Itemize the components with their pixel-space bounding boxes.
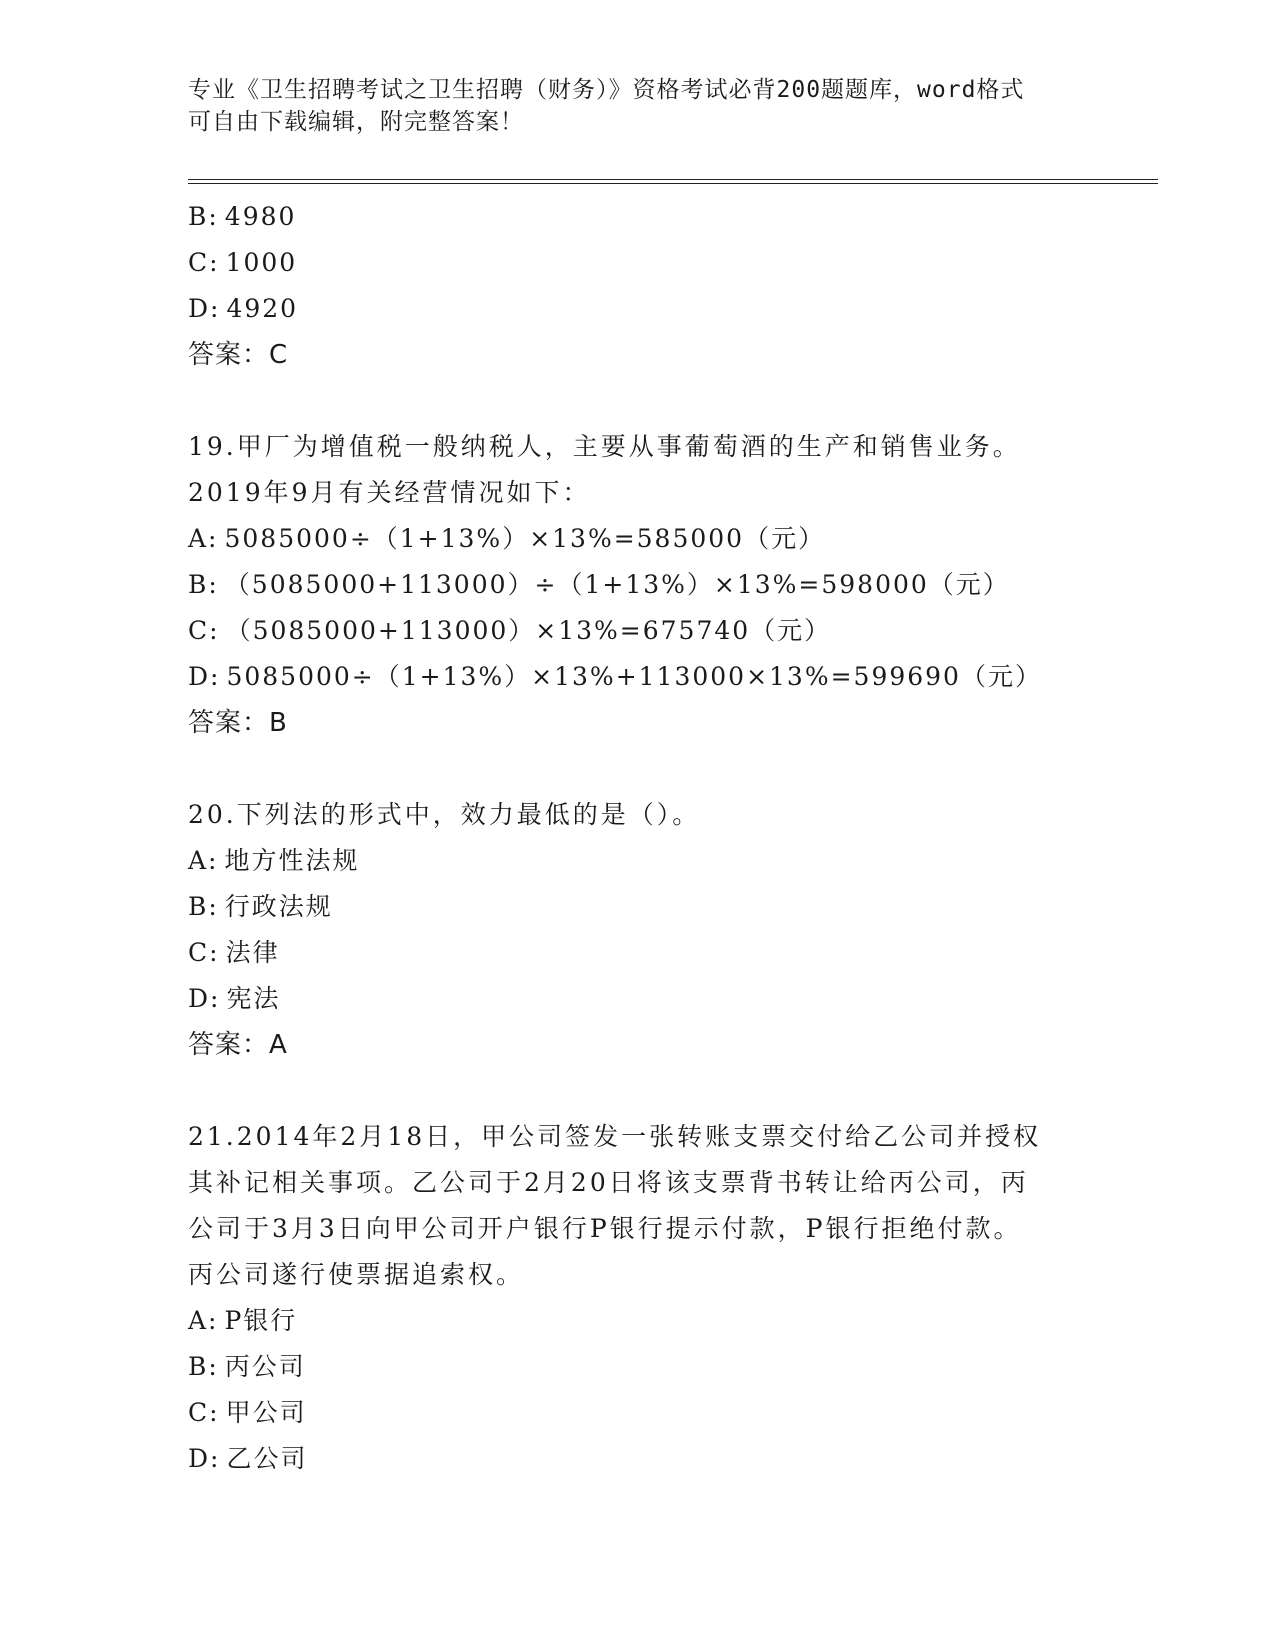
header-divider-top — [188, 179, 1158, 180]
option-b: B: （5085000+113000）÷（1+13%）×13%=598000（元） — [188, 570, 1010, 599]
option-b: B: 行政法规 — [188, 892, 333, 921]
option-c: C: 法律 — [188, 938, 280, 967]
question-text-line: 20.下列法的形式中，效力最低的是（）。 — [188, 800, 701, 829]
question-text-line: 公司于3月3日向甲公司开户银行P银行提示付款，P银行拒绝付款。 — [188, 1214, 1022, 1243]
header-line-2: 可自由下载编辑，附完整答案！ — [188, 109, 524, 135]
answer-line: 答案：B — [188, 708, 288, 738]
option-d: D: 5085000÷（1+13%）×13%+113000×13%=599690（元） — [188, 662, 1042, 691]
option-b: B: 丙公司 — [188, 1352, 306, 1381]
header-divider-bottom — [188, 183, 1158, 184]
question-block-21 — [188, 1114, 1118, 1482]
option-d: D: 宪法 — [188, 984, 281, 1013]
option-a: A: P银行 — [188, 1306, 298, 1335]
answer-line: 答案：A — [188, 1030, 288, 1060]
question-list — [188, 194, 1118, 1482]
option-b: B: 4980 — [188, 202, 297, 231]
question-text-line: 19.甲厂为增值税一般纳税人，主要从事葡萄酒的生产和销售业务。 — [188, 432, 1021, 461]
question-text-line: 丙公司遂行使票据追索权。 — [188, 1260, 525, 1289]
option-c: C: 甲公司 — [188, 1398, 307, 1427]
option-a: A: 5085000÷（1+13%）×13%=585000（元） — [188, 524, 826, 553]
question-block-prev — [188, 194, 1118, 378]
question-text-line: 21.2014年2月18日，甲公司签发一张转账支票交付给乙公司并授权 — [188, 1122, 1042, 1151]
document-header — [188, 74, 1068, 138]
question-block-19 — [188, 424, 1118, 746]
question-text-line: 2019年9月有关经营情况如下： — [188, 478, 591, 507]
option-d: D: 4920 — [188, 294, 299, 323]
option-a: A: 地方性法规 — [188, 846, 360, 875]
option-c: C: 1000 — [188, 248, 298, 277]
question-block-20 — [188, 792, 1118, 1068]
option-c: C: （5085000+113000）×13%=675740（元） — [188, 616, 832, 645]
question-text-line: 其补记相关事项。乙公司于2月20日将该支票背书转让给丙公司，丙 — [188, 1168, 1029, 1197]
header-line-1: 专业《卫生招聘考试之卫生招聘（财务）》资格考试必背200题题库，word格式 — [188, 77, 1025, 103]
option-d: D: 乙公司 — [188, 1444, 308, 1473]
answer-line: 答案：C — [188, 340, 289, 370]
